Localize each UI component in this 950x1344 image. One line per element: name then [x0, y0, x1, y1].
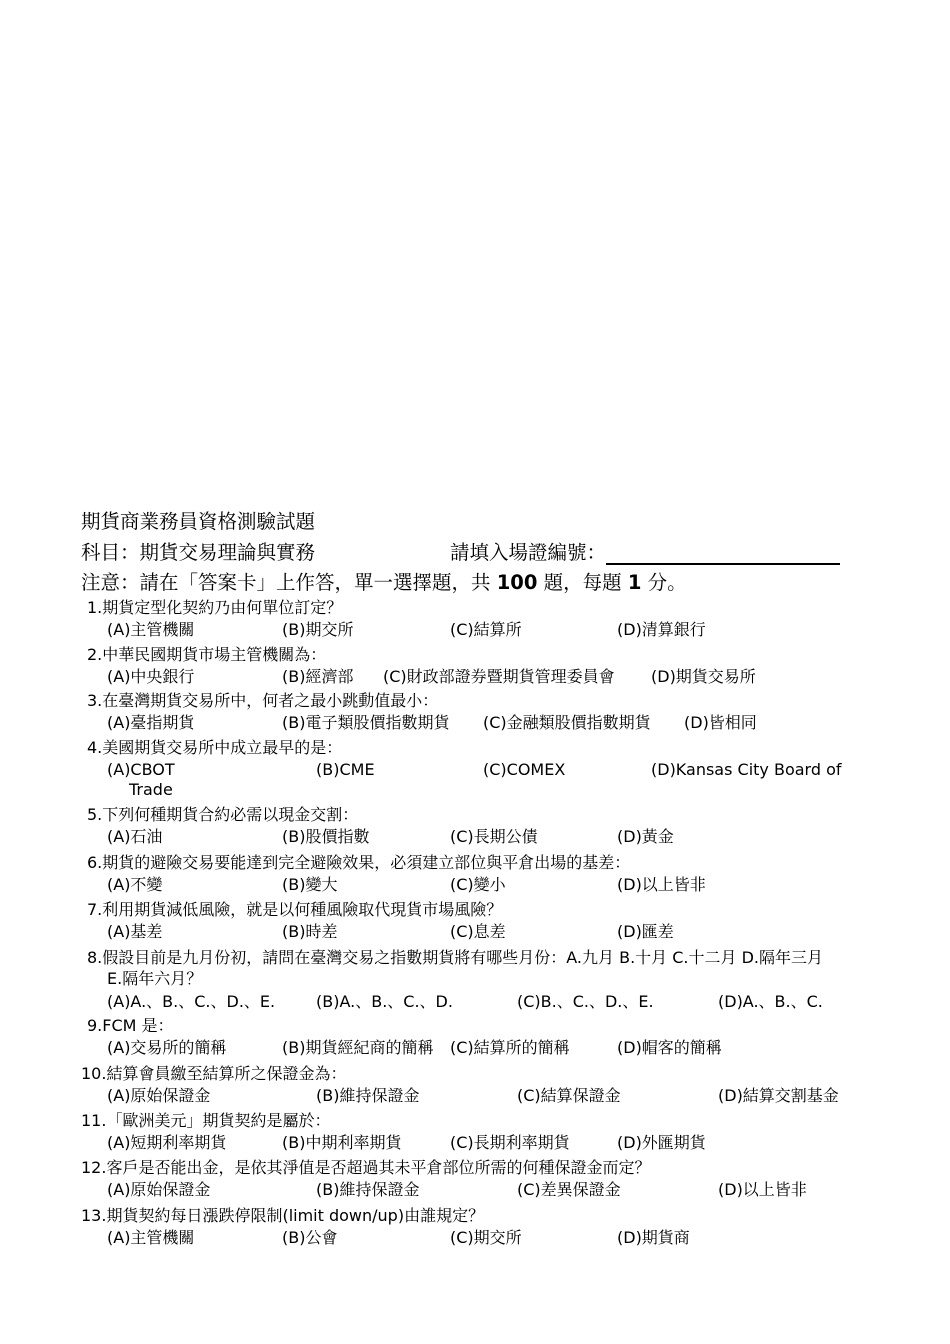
- question-stem: 6.期貨的避險交易要能達到完全避險效果，必須建立部位與平倉出場的基差：: [87, 853, 631, 872]
- admission-label: 請填入場證編號：: [450, 541, 607, 564]
- question-stem: 7.利用期貨減低風險，就是以何種風險取代現貨市場風險？: [87, 900, 503, 919]
- question-stem: 13.期貨契約每日漲跌停限制(limit down/up)由誰規定？: [81, 1206, 485, 1225]
- answer-option: (C)長期公債: [450, 827, 538, 846]
- answer-option: (B)CME: [316, 760, 375, 779]
- question-stem: 5.下列何種期貨合約必需以現金交割：: [87, 805, 359, 824]
- answer-option: (B)中期利率期貨: [282, 1133, 402, 1152]
- notice-mid: 題，每題: [543, 571, 622, 594]
- answer-option: (B)變大: [282, 875, 338, 894]
- answer-option: (C)B.、C.、D.、E.: [517, 992, 654, 1011]
- question-stem: 9.FCM 是：: [87, 1016, 174, 1035]
- answer-option: (A)基差: [107, 922, 163, 941]
- answer-option: (C)結算所的簡稱: [450, 1038, 570, 1057]
- subject-label: 科目：期貨交易理論與實務: [81, 541, 316, 564]
- answer-option: (B)電子類股價指數期貨: [282, 713, 450, 732]
- answer-option: (A)主管機關: [107, 1228, 195, 1247]
- subject-line: [81, 537, 607, 565]
- answer-option: (D)以上皆非: [617, 875, 706, 894]
- answer-option: (D)期貨商: [617, 1228, 690, 1247]
- answer-option: (D)以上皆非: [718, 1180, 807, 1199]
- answer-option: (A)中央銀行: [107, 667, 195, 686]
- answer-option: (B)時差: [282, 922, 338, 941]
- answer-option: (D)結算交割基金: [718, 1086, 839, 1105]
- notice-suffix: 分。: [647, 571, 687, 594]
- answer-option: (B)期貨經紀商的簡稱: [282, 1038, 434, 1057]
- answer-option: (C)財政部證券暨期貨管理委員會: [383, 667, 615, 686]
- answer-option: (A)臺指期貨: [107, 713, 195, 732]
- answer-option: (D)清算銀行: [617, 620, 706, 639]
- notice-points: 1: [627, 571, 642, 594]
- answer-option: (A)交易所的簡稱: [107, 1038, 227, 1057]
- answer-option: (D)皆相同: [684, 713, 757, 732]
- answer-option: (D)帽客的簡稱: [617, 1038, 722, 1057]
- notice-total: 100: [496, 571, 538, 594]
- question-stem-continuation: E.隔年六月？: [107, 969, 203, 988]
- answer-option: (A)原始保證金: [107, 1180, 211, 1199]
- answer-option: (A)CBOT: [107, 760, 175, 779]
- answer-option: (A)短期利率期貨: [107, 1133, 227, 1152]
- question-stem: 10.結算會員繳至結算所之保證金為：: [81, 1064, 347, 1083]
- answer-option: (D)匯差: [617, 922, 674, 941]
- question-stem: 3.在臺灣期貨交易所中，何者之最小跳動值最小：: [87, 691, 439, 710]
- answer-option: (A)主管機關: [107, 620, 195, 639]
- admission-blank-line: [606, 541, 840, 565]
- answer-option: (C)結算所: [450, 620, 522, 639]
- answer-option: (D)Kansas City Board of: [651, 760, 842, 779]
- notice-line: [81, 567, 687, 595]
- answer-option: (C)期交所: [450, 1228, 522, 1247]
- answer-option: (C)金融類股價指數期貨: [483, 713, 651, 732]
- answer-option: (C)結算保證金: [517, 1086, 621, 1105]
- answer-option: (D)期貨交易所: [651, 667, 756, 686]
- answer-option: (D)黃金: [617, 827, 674, 846]
- answer-option: (A)A.、B.、C.、D.、E.: [107, 992, 276, 1011]
- answer-option: (C)COMEX: [483, 760, 566, 779]
- answer-option: (B)期交所: [282, 620, 354, 639]
- question-stem: 4.美國期貨交易所中成立最早的是：: [87, 738, 343, 757]
- admission-number-field: [450, 537, 840, 565]
- answer-option: (C)息差: [450, 922, 506, 941]
- notice-prefix: 注意：請在「答案卡」上作答，單一選擇題，共: [81, 571, 491, 594]
- answer-option: (A)原始保證金: [107, 1086, 211, 1105]
- answer-option: (C)長期利率期貨: [450, 1133, 570, 1152]
- answer-option: (C)差異保證金: [517, 1180, 621, 1199]
- exam-title: 期貨商業務員資格測驗試題: [81, 510, 316, 533]
- answer-option: (A)石油: [107, 827, 163, 846]
- answer-option-continuation: Trade: [129, 780, 173, 799]
- answer-option: (B)股價指數: [282, 827, 370, 846]
- answer-option: (A)不變: [107, 875, 163, 894]
- question-stem: 8.假設目前是九月份初，請問在臺灣交易之指數期貨將有哪些月份：A.九月 B.十月 C.十二月 D.隔年三月: [87, 948, 824, 967]
- answer-option: (B)維持保證金: [316, 1180, 420, 1199]
- question-stem: 1.期貨定型化契約乃由何單位訂定？: [87, 598, 343, 617]
- answer-option: (C)變小: [450, 875, 506, 894]
- answer-option: (D)A.、B.、C.: [718, 992, 823, 1011]
- answer-option: (D)外匯期貨: [617, 1133, 706, 1152]
- question-stem: 12.客戶是否能出金，是依其淨值是否超過其未平倉部位所需的何種保證金而定？: [81, 1158, 651, 1177]
- question-stem: 2.中華民國期貨市場主管機關為：: [87, 645, 327, 664]
- answer-option: (B)維持保證金: [316, 1086, 420, 1105]
- answer-option: (B)經濟部: [282, 667, 354, 686]
- question-stem: 11.「歐洲美元」期貨契約是屬於：: [81, 1111, 331, 1130]
- answer-option: (B)公會: [282, 1228, 338, 1247]
- answer-option: (B)A.、B.、C.、D.: [316, 992, 453, 1011]
